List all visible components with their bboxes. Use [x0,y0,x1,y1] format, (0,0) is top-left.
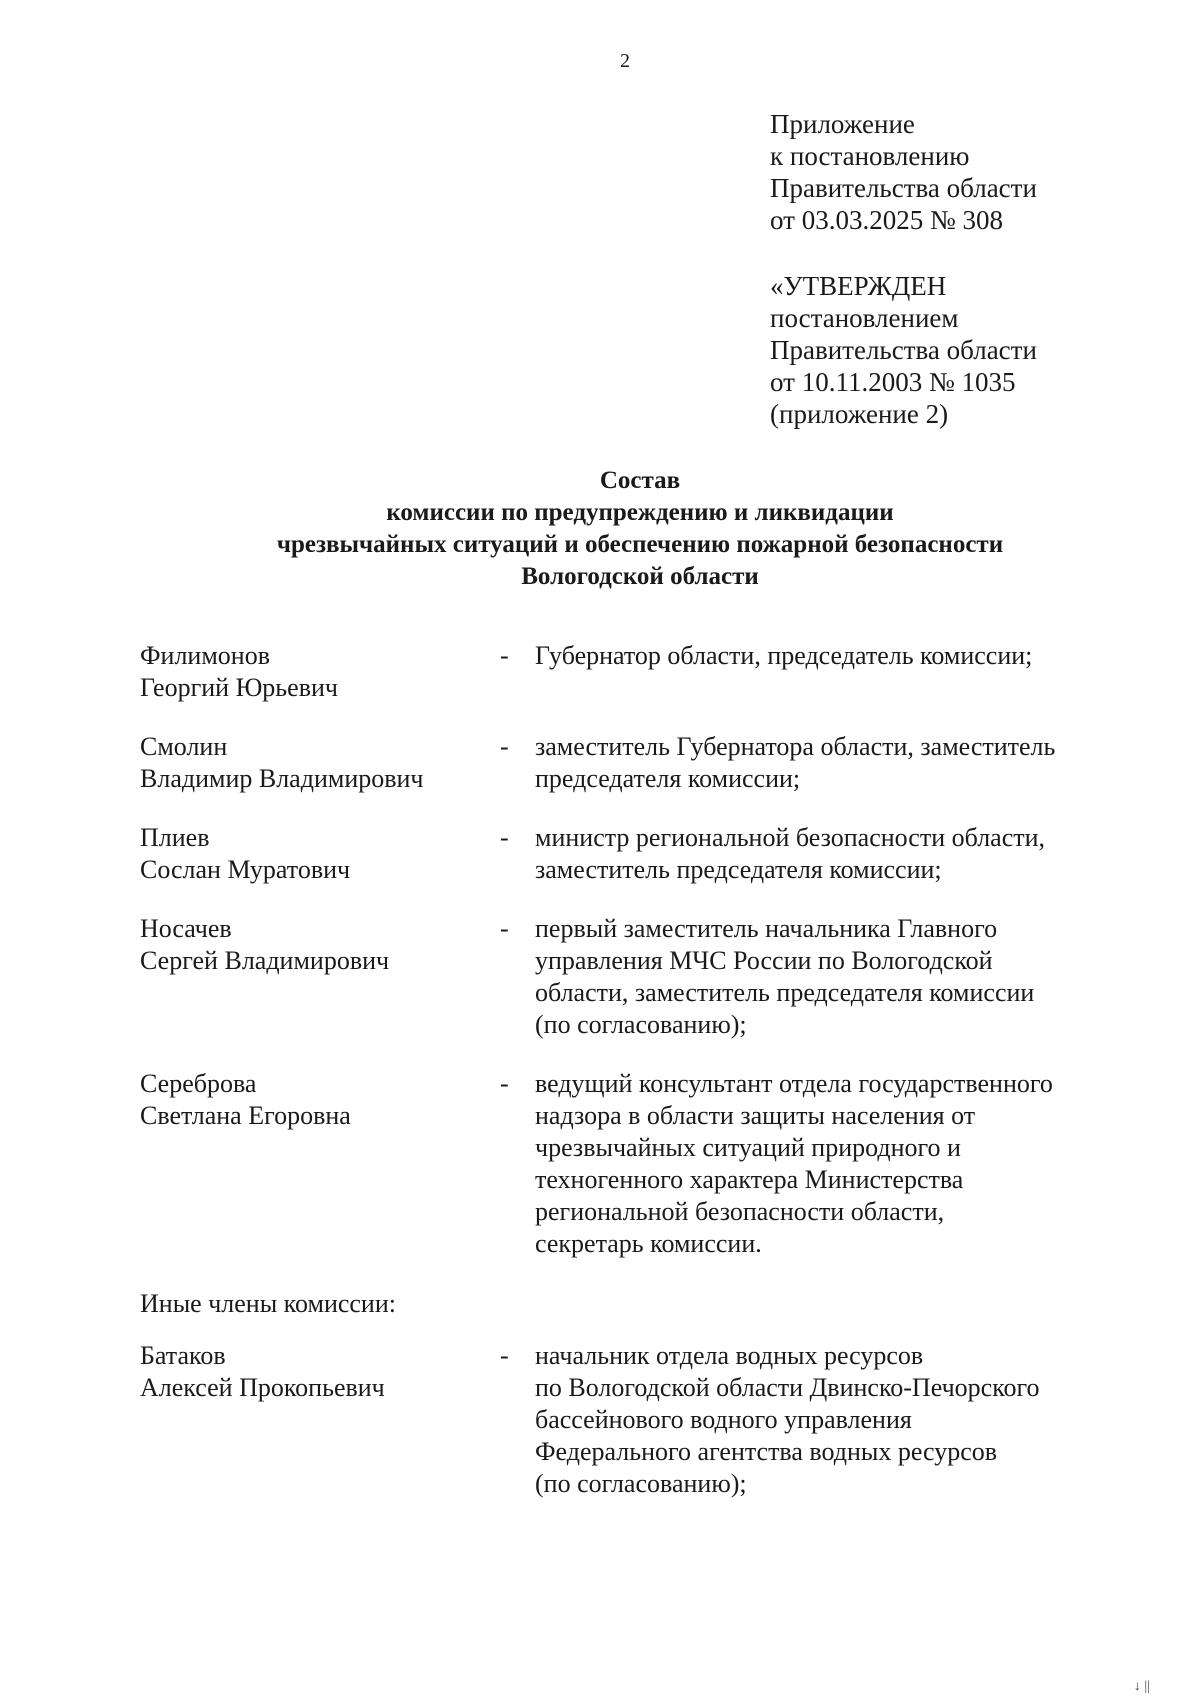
role-line: региональной безопасности области, [535,1197,945,1226]
title-line: комиссии по предупреждению и ликвидации [386,499,894,526]
role-line: управления МЧС России по Вологодской [535,946,993,975]
role-line: по Вологодской области Двинско-Печорского [535,1373,1040,1402]
member-name [140,640,500,704]
name-line: Георгий Юрьевич [140,673,338,702]
member-entry [140,822,1140,886]
member-entry [140,913,1140,1041]
member-dash: - [500,914,509,943]
member-role [535,1068,1115,1260]
role-line: министр региональной безопасности области, [535,823,1046,852]
appendix-line: к постановлению [770,141,970,171]
role-line: надзора в области защиты населения от [535,1101,976,1130]
member-dash: - [500,641,509,670]
role-line: бассейнового водного управления [535,1405,912,1434]
name-line: Плиев [140,823,210,852]
member-dash: - [500,1069,509,1098]
member-dash: - [500,823,509,852]
name-line: Филимонов [140,641,270,670]
members-list [140,640,1140,1500]
role-line: Федерального агентства водных ресурсов [535,1437,998,1466]
role-line: начальник отдела водных ресурсов [535,1341,924,1370]
role-line: председателя комиссии; [535,764,801,793]
member-name [140,1068,500,1132]
role-line: заместитель Губернатора области, заместитель [535,732,1056,761]
member-name [140,822,500,886]
role-line: секретарь комиссии. [535,1229,762,1258]
role-line: техногенного характера Министерства [535,1165,964,1194]
name-line: Сереброва [140,1069,257,1098]
member-entry [140,1340,1140,1500]
member-name [140,731,500,795]
approved-block [770,270,1037,430]
other-members-heading: Иные члены комиссии: [140,1289,396,1318]
role-line: первый заместитель начальника Главного [535,914,998,943]
name-line: Батаков [140,1341,226,1370]
appendix-line: от 03.03.2025 № 308 [770,205,1003,235]
role-line: чрезвычайных ситуаций природного и [535,1133,961,1162]
document-title [100,465,1180,593]
member-role [535,1340,1115,1500]
member-role [535,640,1115,672]
role-line: (по согласованию); [535,1010,747,1039]
member-entry [140,731,1140,795]
role-line: заместитель председателя комиссии; [535,855,942,884]
member-role [535,731,1115,795]
approved-line: постановлением [770,303,959,333]
name-line: Носачев [140,914,232,943]
member-dash: - [500,1341,509,1370]
appendix-block [770,108,1037,236]
appendix-line: Приложение [770,109,915,139]
member-name [140,913,500,977]
member-entry [140,640,1140,704]
appendix-line: Правительства области [770,173,1037,203]
title-line: чрезвычайных ситуаций и обеспечению пожарной безопасности [276,531,1004,558]
approved-line: (приложение 2) [770,399,949,429]
name-line: Сослан Муратович [140,855,351,884]
role-line: Губернатор области, председатель комиссии; [535,641,1033,670]
approved-line: Правительства области [770,335,1037,365]
member-entry [140,1068,1140,1260]
name-line: Смолин [140,732,228,761]
member-dash: - [500,732,509,761]
scan-edge-marks: ↓ || [1133,1679,1150,1694]
role-line: (по согласованию); [535,1469,747,1498]
member-name [140,1340,500,1404]
member-role [535,822,1115,886]
name-line: Алексей Прокопьевич [140,1373,385,1402]
title-line: Вологодской области [521,563,759,590]
name-line: Светлана Егоровна [140,1101,351,1130]
title-line: Состав [599,467,681,494]
approved-line: «УТВЕРЖДЕН [770,271,947,301]
name-line: Сергей Владимирович [140,946,390,975]
name-line: Владимир Владимирович [140,764,424,793]
role-line: ведущий консультант отдела государственного [535,1069,1053,1098]
approved-line: от 10.11.2003 № 1035 [770,367,1016,397]
role-line: области, заместитель председателя комиссии [535,978,1035,1007]
member-role [535,913,1115,1041]
page-number: 2 [620,50,630,72]
